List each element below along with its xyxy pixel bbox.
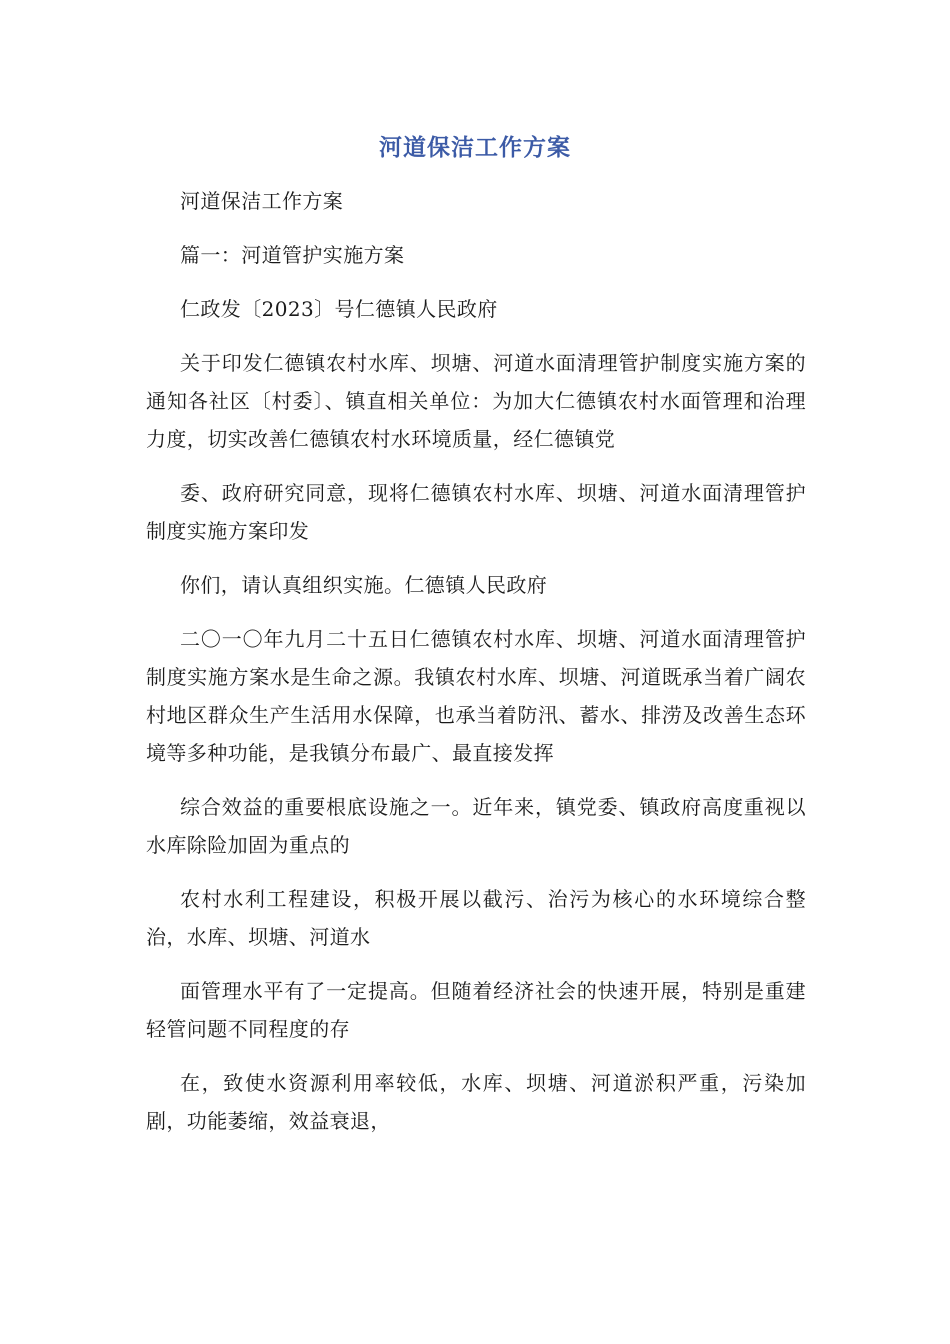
paragraph-7: 二〇一〇年九月二十五日仁德镇农村水库、坝塘、河道水面清理管护制度实施方案水是生命之源。我镇农村水库、坝塘、河道既承当着广阔农村地区群众生产生活用水保障，也承当着防汛、蓄水、排涝及改善生态环境等多种功能，是我镇分布最广、最直接发挥	[146, 627, 806, 765]
paragraph-9: 农村水利工程建设，积极开展以截污、治污为核心的水环境综合整治，水库、坝塘、河道水	[146, 887, 806, 949]
paragraph-6: 你们，请认真组织实施。仁德镇人民政府	[180, 573, 548, 597]
paragraph-11: 在，致使水资源利用率较低，水库、坝塘、河道淤积严重，污染加剧，功能萎缩，效益衰退，	[146, 1071, 806, 1133]
document-title: 河道保洁工作方案	[379, 135, 571, 161]
paragraph-10: 面管理水平有了一定提高。但随着经济社会的快速开展，特别是重建轻管问题不同程度的存	[146, 979, 806, 1041]
paragraph-3: 仁政发〔2023〕号仁德镇人民政府	[180, 297, 498, 321]
paragraph-1: 河道保洁工作方案	[180, 189, 344, 213]
paragraph-8: 综合效益的重要根底设施之一。近年来，镇党委、镇政府高度重视以水库除险加固为重点的	[146, 795, 806, 857]
document-body	[146, 182, 806, 1156]
paragraph-5: 委、政府研究同意，现将仁德镇农村水库、坝塘、河道水面清理管护制度实施方案印发	[146, 481, 806, 543]
paragraph-2: 篇一：河道管护实施方案	[180, 243, 405, 267]
paragraph-4: 关于印发仁德镇农村水库、坝塘、河道水面清理管护制度实施方案的通知各社区〔村委〕、镇直相关单位：为加大仁德镇农村水面管理和治理力度，切实改善仁德镇农村水环境质量，经仁德镇党	[146, 351, 806, 451]
